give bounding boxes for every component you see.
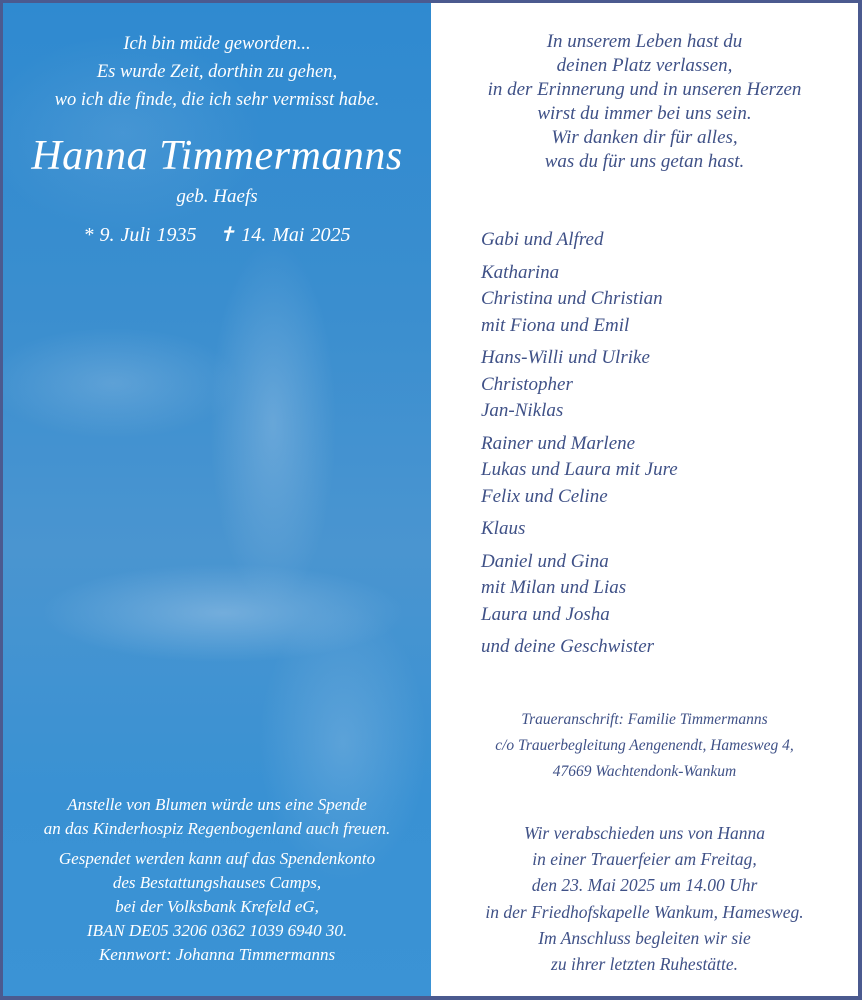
mourner: Daniel und Gina: [481, 550, 609, 572]
mourner: Jan-Niklas: [481, 400, 564, 421]
service-line: in einer Trauerfeier am Freitag,: [532, 849, 757, 870]
opening-poem: [3, 30, 431, 114]
mourner: Lukas und Laura mit Jure: [481, 459, 678, 480]
birth-star-icon: *: [83, 224, 94, 246]
donation-details: [3, 847, 431, 967]
memorial-poem: [431, 30, 858, 174]
mourner: Hans-Willi und Ulrike: [481, 347, 650, 368]
deceased-name: Hanna Timmermanns: [31, 133, 403, 179]
death-cross-icon: ✝: [218, 224, 236, 246]
donation-line: Gespendet werden kann auf das Spendenkonto: [58, 849, 376, 868]
mourner: Felix und Celine: [481, 485, 608, 507]
iban: IBAN DE05 3206 0362 1039 6940 30.: [86, 921, 348, 940]
family-group: [481, 516, 678, 543]
donation-line: Anstelle von Blumen würde uns eine Spende: [67, 795, 367, 814]
mourner: Gabi und Alfred: [481, 229, 604, 250]
donation-line: des Bestattungshauses Camps,: [112, 873, 322, 892]
service-line: in der Friedhofskapelle Wankum, Hamesweg.: [485, 901, 804, 922]
mourner: Klaus: [481, 518, 526, 539]
death-date: 14. Mai 2025: [241, 224, 351, 246]
mourner: Katharina: [481, 261, 560, 283]
poem-line: Ich bin müde geworden...: [123, 34, 311, 54]
poem-line: Wir danken dir für alles,: [551, 127, 738, 148]
donation-line: bei der Volksbank Krefeld eG,: [115, 897, 319, 916]
mourner: Rainer und Marlene: [481, 432, 636, 454]
poem-line: In unserem Leben hast du: [546, 31, 743, 52]
address-line: Traueranschrift: Familie Timmermanns: [521, 711, 768, 728]
donation-keyword: Kennwort: Johanna Timmermanns: [98, 945, 336, 964]
family-group: [481, 549, 678, 629]
service-line: zu ihrer letzten Ruhestätte.: [551, 954, 738, 975]
mourner: und deine Geschwister: [481, 636, 655, 657]
poem-line: in der Erinnerung und in unseren Herzen: [487, 79, 802, 100]
family-group: [481, 431, 678, 511]
donation-request: [3, 793, 431, 841]
mourners-list: [481, 227, 678, 667]
mourner: Christina und Christian: [481, 288, 663, 309]
poem-line: wirst du immer bei uns sein.: [537, 103, 752, 124]
address-line: c/o Trauerbegleitung Aengenendt, Hamesweg 4,: [495, 737, 794, 754]
poem-line: wo ich die finde, die ich sehr vermisst habe.: [54, 90, 380, 110]
family-group: [481, 227, 678, 254]
life-dates: [3, 222, 431, 248]
service-line: den 23. Mai 2025 um 14.00 Uhr: [531, 875, 758, 896]
mourner: mit Fiona und Emil: [481, 314, 630, 336]
sky-panel: [3, 3, 431, 996]
address-line: 47669 Wachtendonk-Wankum: [552, 763, 737, 780]
donation-line: an das Kinderhospiz Regenbogenland auch freuen.: [43, 819, 391, 838]
family-group: [481, 345, 678, 425]
poem-line: Es wurde Zeit, dorthin zu gehen,: [96, 62, 338, 82]
birth-date: 9. Juli 1935: [99, 224, 197, 246]
text-panel: [431, 3, 858, 996]
maiden-name: geb. Haefs: [176, 186, 258, 207]
family-group: [481, 634, 678, 661]
service-line: Im Anschluss begleiten wir sie: [538, 927, 751, 948]
mourning-address: [431, 707, 858, 785]
service-line: Wir verabschieden uns von Hanna: [523, 823, 766, 843]
poem-line: deinen Platz verlassen,: [556, 55, 733, 76]
poem-line: was du für uns getan hast.: [544, 151, 745, 172]
family-group: [481, 260, 678, 340]
mourner: Christopher: [481, 373, 573, 395]
donation-section: [3, 793, 431, 967]
mourner: Laura und Josha: [481, 603, 610, 625]
mourner: mit Milan und Lias: [481, 577, 627, 598]
funeral-service-info: [431, 820, 858, 977]
